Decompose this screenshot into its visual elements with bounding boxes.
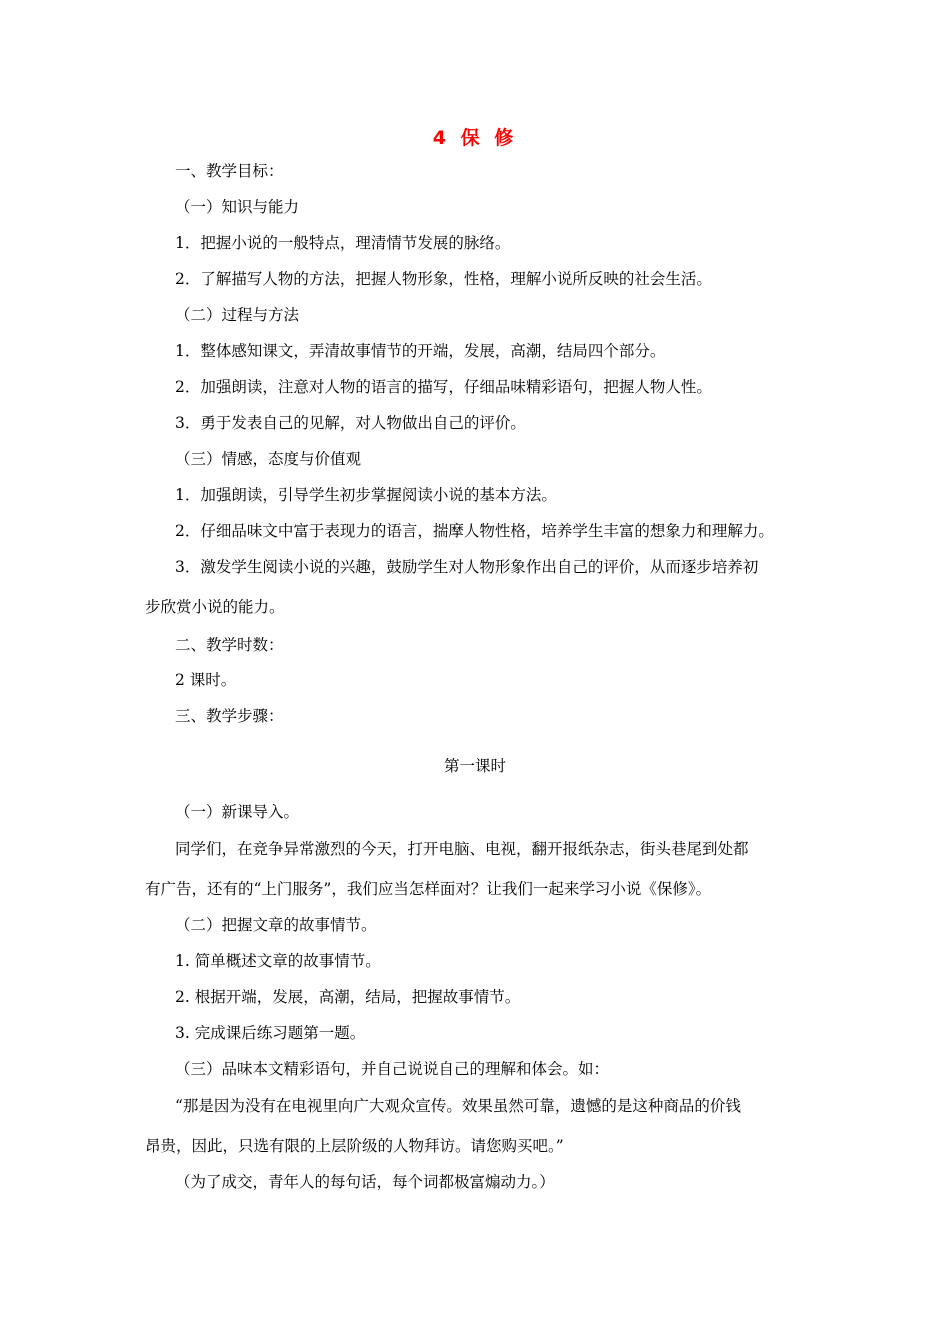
subheading-process: （二）过程与方法 xyxy=(175,306,300,324)
section-heading-hours: 二、教学时数： xyxy=(175,636,284,654)
paragraph-line: 1．加强朗读，引导学生初步掌握阅读小说的基本方法。 xyxy=(175,486,557,504)
paragraph-line: 2 课时。 xyxy=(175,671,237,689)
paragraph-line: 同学们，在竞争异常激烈的今天，打开电脑、电视，翻开报纸杂志，街头巷尾到处都 xyxy=(175,840,749,858)
subheading-appreciation: （三）品味本文精彩语句，并自己说说自己的理解和体会。如： xyxy=(175,1060,610,1078)
paragraph-line: 2．仔细品味文中富于表现力的语言，揣摩人物性格，培养学生丰富的想象力和理解力。 xyxy=(175,522,774,540)
subheading-plot: （二）把握文章的故事情节。 xyxy=(175,916,377,934)
lesson-title: 4 保 修 xyxy=(432,127,518,149)
subheading-knowledge: （一）知识与能力 xyxy=(175,198,300,216)
section-heading-objectives: 一、教学目标： xyxy=(175,162,284,180)
quote-line: 昂贵，因此，只选有限的上层阶级的人物拜访。请您购买吧。” xyxy=(145,1137,564,1155)
paragraph-line: 步欣赏小说的能力。 xyxy=(145,598,285,616)
paragraph-line: （为了成交，青年人的每句话，每个词都极富煽动力。） xyxy=(175,1173,555,1191)
subheading-intro: （一）新课导入。 xyxy=(175,803,300,821)
lesson-period-heading: 第一课时 xyxy=(443,757,506,775)
quote-line: “那是因为没有在电视里向广大观众宣传。效果虽然可靠，遗憾的是这种商品的价钱 xyxy=(175,1097,741,1115)
paragraph-line: 1．整体感知课文，弄清故事情节的开端，发展，高潮，结局四个部分。 xyxy=(175,342,666,360)
paragraph-line: 2. 根据开端，发展，高潮，结局，把握故事情节。 xyxy=(175,988,521,1006)
section-heading-steps: 三、教学步骤： xyxy=(175,707,284,725)
paragraph-line: 2．加强朗读，注意对人物的语言的描写，仔细品味精彩语句，把握人物人性。 xyxy=(175,378,712,396)
paragraph-line: 1．把握小说的一般特点，理清情节发展的脉络。 xyxy=(175,234,511,252)
subheading-emotion: （三）情感，态度与价值观 xyxy=(175,450,362,468)
paragraph-line: 3．勇于发表自己的见解，对人物做出自己的评价。 xyxy=(175,414,526,432)
paragraph-line: 3. 完成课后练习题第一题。 xyxy=(175,1024,366,1042)
paragraph-line: 2．了解描写人物的方法，把握人物形象，性格，理解小说所反映的社会生活。 xyxy=(175,270,712,288)
paragraph-line: 有广告，还有的“上门服务”，我们应当怎样面对？让我们一起来学习小说《保修》。 xyxy=(145,880,712,898)
paragraph-line: 1. 简单概述文章的故事情节。 xyxy=(175,952,381,970)
paragraph-line: 3．激发学生阅读小说的兴趣，鼓励学生对人物形象作出自己的评价，从而逐步培养初 xyxy=(175,558,759,576)
